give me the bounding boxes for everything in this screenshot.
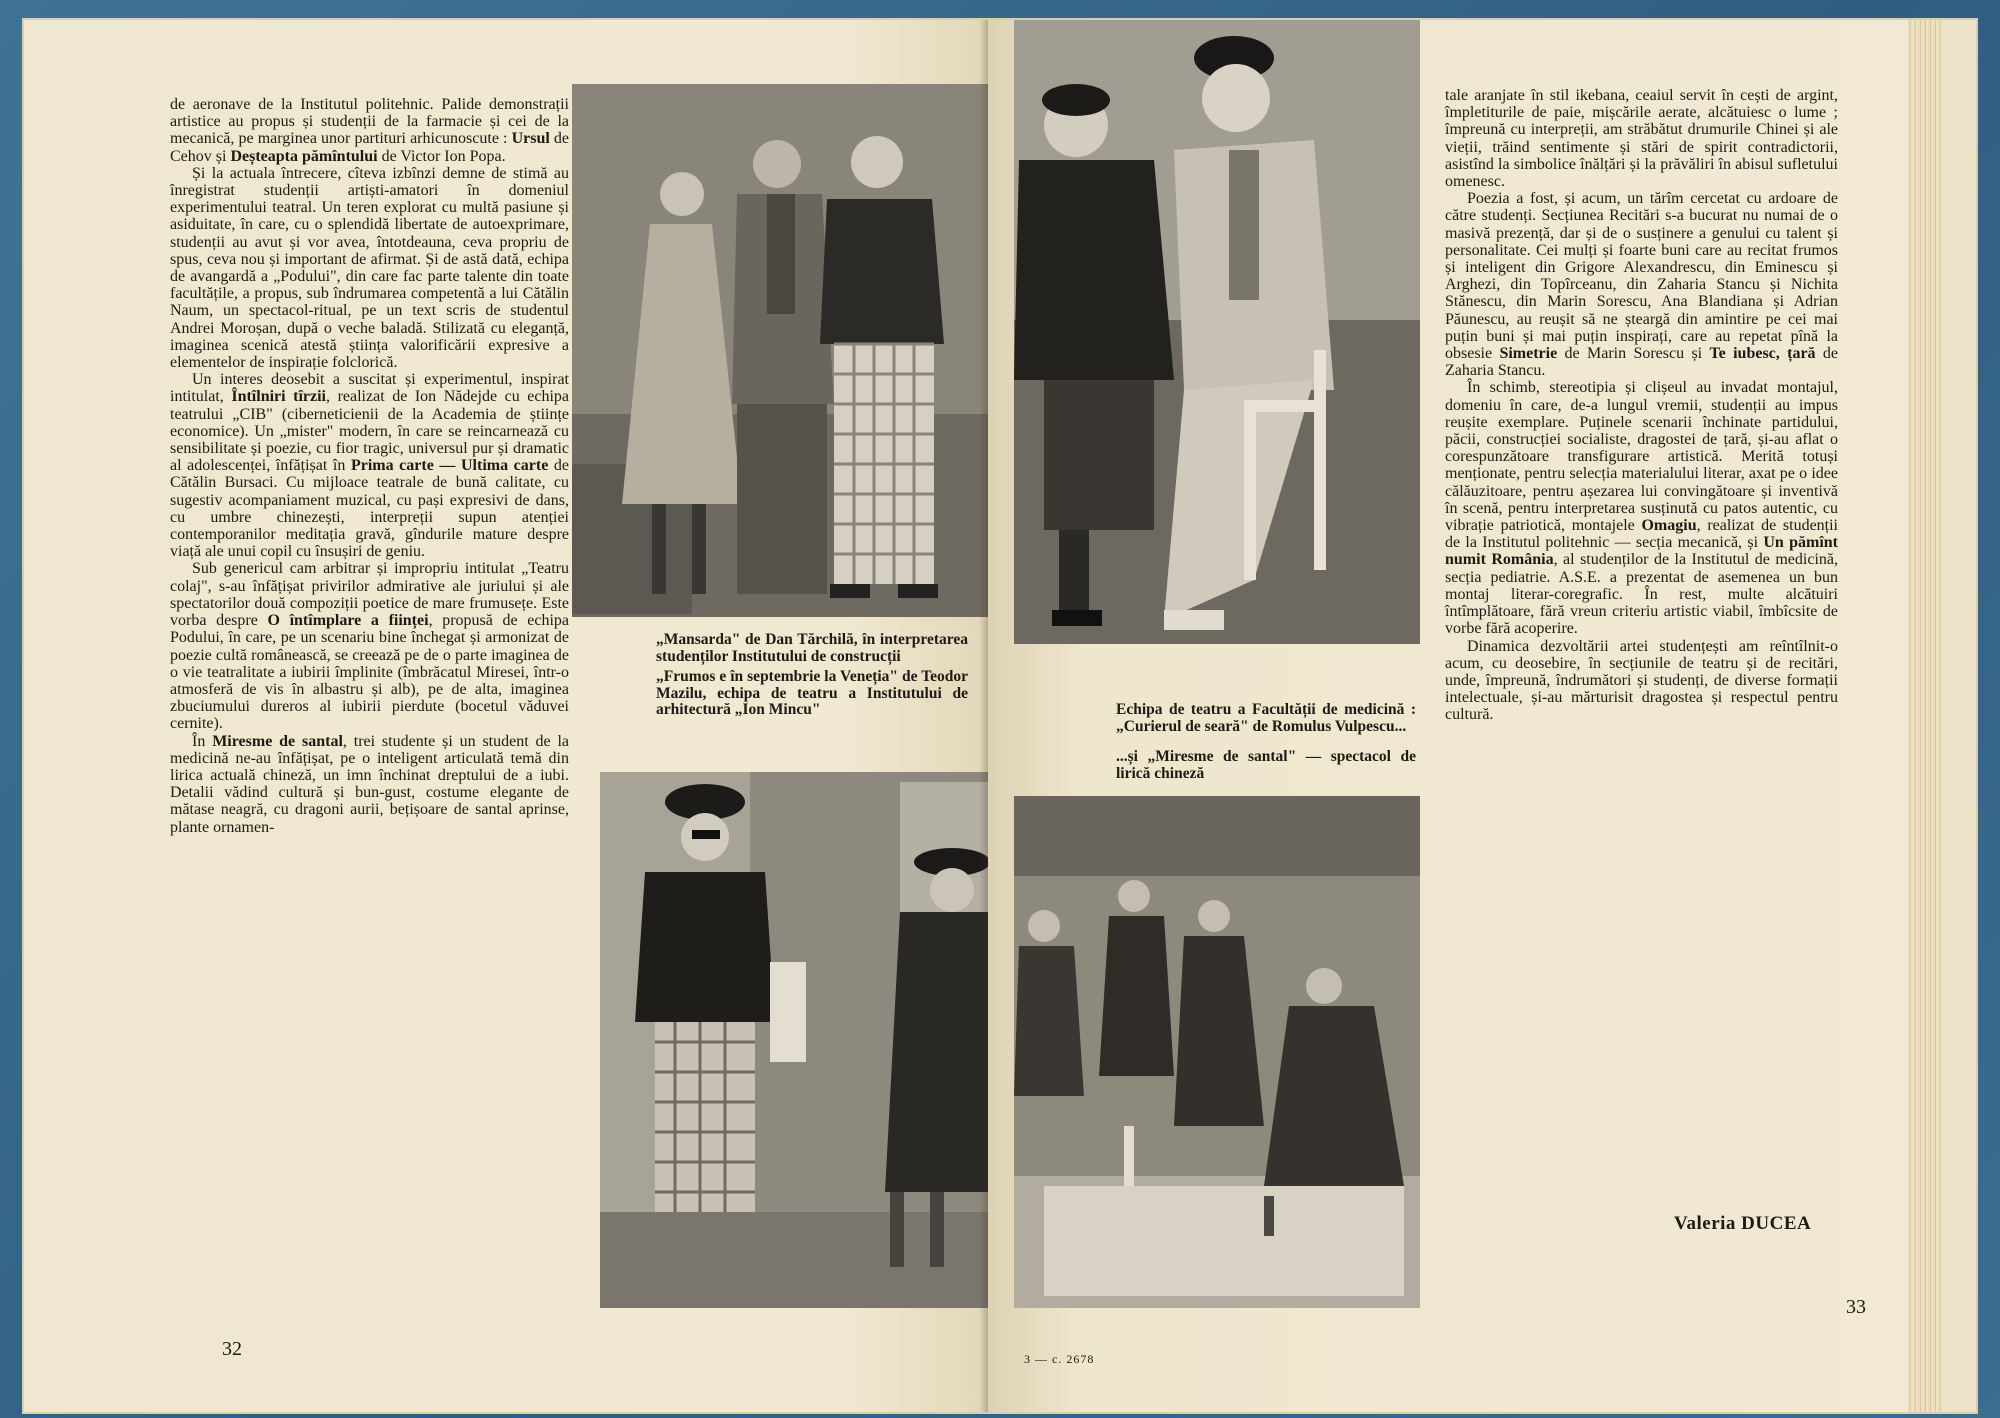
left-page bbox=[24, 20, 988, 1412]
caption-miresme-de-santal: ...și „Miresme de santal" — spectacol de lirică chineză bbox=[1116, 748, 1416, 782]
page-number-left: 32 bbox=[222, 1338, 242, 1360]
caption-curierul-de-seara: Echipa de teatru a Facultății de medicină : „Curierul de seară" de Romulus Vulpescu... bbox=[1116, 701, 1416, 735]
caption-frumos-e-in-septembrie: „Frumos e în septembrie la Veneția" de Teodor Mazilu, echipa de teatru a Institutului de arhitectură „Ion Mincu" bbox=[656, 668, 968, 718]
right-paragraph-4: Dinamica dezvoltării artei studențești am reîntîlnit-o acum, cu deosebire, în secțiunile de teatru și de recitări, unde, împreună, îndrumători și studenți, de diverse formații intelectuale, și-au mărturisit dragostea și respectul pentru cultură. bbox=[1445, 637, 1838, 724]
left-paragraph-3: Un interes deosebit a suscitat și experimentul, inspirat intitulat, Întîlniri tîrzii, realizat de Ion Nădejde cu echipa teatrului „CIB" (ciberneticienii de la Academia de științe economice). Un „mister" modern, în care se reincarnează cu sensibilitate și poezie, cu fior tragic, universul pur și dramatic al adolescenței, înfățișat în Prima carte — Ultima carte de Cătălin Bursaci. Cu mijloace teatrale de bună calitate, cu sugestiv acompaniament muzical, cu pași expresivi de dans, cu umbre chinezești, interpreții supun atenției contemporanilor meditația gravă, gîndurile mature despre viață ale unui copil cu însușiri de geniu. bbox=[170, 371, 570, 561]
page-number-right: 33 bbox=[1846, 1296, 1866, 1318]
left-text-column bbox=[170, 96, 569, 836]
photo-mansarda bbox=[572, 84, 988, 617]
photo-curierul-de-seara bbox=[1014, 20, 1420, 644]
photo-frumos-e-in-septembrie bbox=[600, 772, 988, 1308]
left-paragraph-1: de aeronave de la Institutul politehnic. Palide demonstrații artistice au propus și studenții de la farmacie și cei de la mecanică, pe marginea unor partituri arhicunoscute : Ursul de Cehov și Deșteapta pămîntului de Victor Ion Popa. bbox=[170, 96, 569, 165]
print-signature: 3 — c. 2678 bbox=[1024, 1352, 1095, 1366]
right-page bbox=[988, 20, 1942, 1412]
right-text-column bbox=[1445, 87, 1838, 724]
photo-miresme-de-santal bbox=[1014, 796, 1420, 1308]
left-paragraph-5: În Miresme de santal, trei studente și un student de la medicină ne-au înfățișat, pe o inteligent articulată temă din lirica actuală chineză, un imn închinat dreptului de a iubi. Detalii vădind cultură și bun-gust, costume elegante de mătase neagră, cu dragoni aurii, bețișoare de santal aprinse, plante ornamen- bbox=[170, 732, 570, 836]
right-paragraph-1: tale aranjate în stil ikebana, ceaiul servit în cești de argint, împletiturile de paie, mișcările aerate, alcătuiesc o lume ; împreună cu interpreții, am străbătut drumurile Chinei și ale vieții, trăind sentimente și stări de spirit contradictorii, asistînd la simbolice înălțări și la prăvăliri în abisul sufletului omenesc. bbox=[1445, 87, 1838, 191]
caption-left bbox=[656, 632, 968, 723]
right-paragraph-3: În schimb, stereotipia și clișeul au invadat montajul, domeniu în care, de-a lungul vremii, studenții au impus reușite exemplare. Puținele scenarii închinate partidului, păcii, construcției socialiste, dragostei de țară, și-au aflat o corespunzătoare transfigurare artistică. Merită totuși menționate, pentru selecția materialului literar, axat pe o idee călăuzitoare, pentru așezarea lui convingătoare și inventivă în scenă, pentru interpretarea susținută cu patos autentic, cu vibrație patriotică, montajele Omagiu, realizat de studenții de la Institutul politehnic — secția mecanică, și Un pămînt numit România, al studenților de la Institutul de medicină, secția pediatrie. A.S.E. a prezentat de asemenea un bun montaj literar-coregrafic. În rest, multe alcătuiri întîmplătoare, fără vreun criteriu artistic viabil, îmbîcsite de vorbe fără acoperire. bbox=[1445, 379, 1839, 638]
left-paragraph-2: Și la actuala întrecere, cîteva izbînzi demne de stimă au înregistrat studenții artiști-amatori în domeniul experimentului teatral. Un teren explorat cu multă pasiune și asiduitate, în care, cu o splendidă libertate de autoexprimare, studenții au avut și vor avea, întotdeauna, ceva propriu de spus, ceva nou și important de afirmat. Și de astă dată, echipa de avangardă a „Podului", din care fac parte talente din toate facultățile, a propus, sub îndrumarea competentă a lui Cătălin Naum, un spectacol-ritual, pe un text scris de studentul Andrei Moroșan, după o veche baladă. Stilizată cu eleganță, imaginea scenică atestă știința valorificării expresive a elementelor de inspirație folclorică. bbox=[170, 164, 569, 372]
left-paragraph-4: Sub genericul cam arbitrar și impropriu intitulat „Teatru colaj", s-au înfățișat privirilor admirative ale juriului și ale spectatorilor două compoziții poetice de mare frumusețe. Este vorba despre O întîmplare a ființei, propusă de echipa Podului, în care, pe un scenariu bine închegat și armonizat de poezie cultă românească, se creează pe de o parte imaginea de o vie teatralitate a iubirii împlinite (îmbrăcatul Miresei, într-o atmosferă de vis în albastru și alb), pe de alta, imaginea zbuciumului dureros al iubirii pierdute (bocetul văduvei cernite). bbox=[170, 560, 570, 733]
book-gutter bbox=[979, 20, 988, 1412]
author-signature: Valeria DUCEA bbox=[1674, 1213, 1812, 1234]
right-paragraph-2: Poezia a fost, și acum, un tărîm cercetat cu ardoare de către studenți. Secțiunea Recitări s-a bucurat nu numai de o masivă prezență, dar și de o susținere a genului cu talent și personalitate. Cei mulți și foarte buni care au recitat frumos și inteligent din Grigore Alexandrescu, din Eminescu și Arghezi, din Topîrceanu, din Zaharia Stancu și Nichita Stănescu, din Marin Sorescu, Ana Blandiana și Adrian Păunescu, au reușit să ne șteargă din amintire pe cei mai puțin buni și mai puțin inspirați, care au repetat pînă la obsesie Simetrie de Marin Sorescu și Te iubesc, țară de Zaharia Stancu. bbox=[1445, 190, 1838, 380]
caption-right bbox=[1116, 702, 1416, 786]
page-edge-stack bbox=[1908, 20, 1942, 1412]
open-book-spread bbox=[24, 20, 1976, 1412]
caption-mansarda: „Mansarda" de Dan Tărchilă, în interpretarea studenților Institutului de construcții bbox=[656, 631, 968, 665]
